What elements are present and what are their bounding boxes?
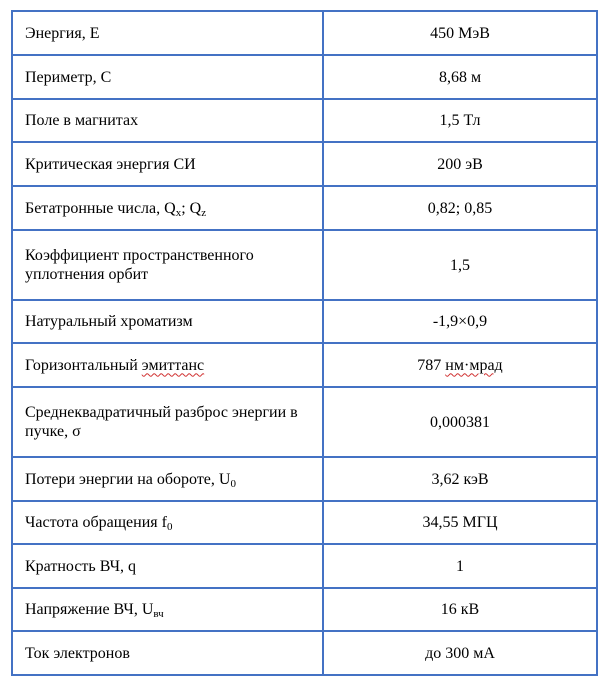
subscript: z [201, 206, 207, 219]
table-row [12, 501, 597, 544]
subscript: x [175, 206, 182, 219]
param-name [12, 501, 323, 544]
table-row [12, 343, 597, 387]
parameters-table [11, 10, 598, 676]
param-value [323, 343, 597, 387]
table-row [12, 186, 597, 230]
param-value: 200 эВ [323, 142, 597, 186]
table-row [12, 457, 597, 501]
param-name: Натуральный хроматизм [12, 300, 323, 343]
subscript: вч [153, 608, 164, 620]
param-name-text: Частота обращения f [25, 514, 167, 531]
param-value: 450 МэВ [323, 11, 597, 55]
param-name-text: Потери энергии на обороте, U [25, 470, 231, 488]
table-row [12, 142, 597, 186]
param-value: 0,82; 0,85 [323, 186, 597, 230]
param-value: 1,5 Тл [323, 99, 597, 142]
param-name [12, 588, 323, 631]
param-value: 8,68 м [323, 55, 597, 99]
table-row [12, 387, 597, 457]
subscript: 0 [230, 477, 236, 490]
param-value: 0,000381 [323, 387, 597, 457]
param-name [12, 343, 323, 387]
param-value: 1,5 [323, 230, 597, 300]
param-value: 34,55 МГЦ [323, 501, 597, 544]
param-value: 3,62 кэВ [323, 457, 597, 501]
param-value-unit: нм·мрад [445, 356, 503, 374]
param-value: 16 кВ [323, 588, 597, 631]
param-value-number: 787 [417, 356, 446, 374]
param-name [12, 457, 323, 501]
param-value: -1,9×0,9 [323, 300, 597, 343]
param-name: Поле в магнитах [12, 99, 323, 142]
param-name-text: Напряжение ВЧ, U [25, 601, 154, 618]
param-name-text: Бетатронные числа, Q [25, 199, 176, 217]
param-name: Периметр, C [12, 55, 323, 99]
param-name: Критическая энергия СИ [12, 142, 323, 186]
param-name: Среднеквадратичный разброс энергии в пучке, σ [12, 387, 323, 457]
param-value: 1 [323, 544, 597, 588]
param-name: Энергия, E [12, 11, 323, 55]
table-row [12, 588, 597, 631]
param-name [12, 186, 323, 230]
table-row [12, 99, 597, 142]
param-name: Коэффициент пространственного уплотнения орбит [12, 230, 323, 300]
table-row [12, 230, 597, 300]
param-name-text: ; Q [181, 199, 202, 217]
table-row [12, 544, 597, 588]
table-row [12, 631, 597, 675]
param-name-word: эмиттанс [141, 356, 205, 374]
table-row [12, 300, 597, 343]
table-row [12, 11, 597, 55]
param-value: до 300 мА [323, 631, 597, 675]
table-row [12, 55, 597, 99]
subscript: 0 [166, 521, 173, 533]
param-name: Кратность ВЧ, q [12, 544, 323, 588]
param-name-text: Горизонтальный [25, 356, 142, 374]
param-name: Ток электронов [12, 631, 323, 675]
